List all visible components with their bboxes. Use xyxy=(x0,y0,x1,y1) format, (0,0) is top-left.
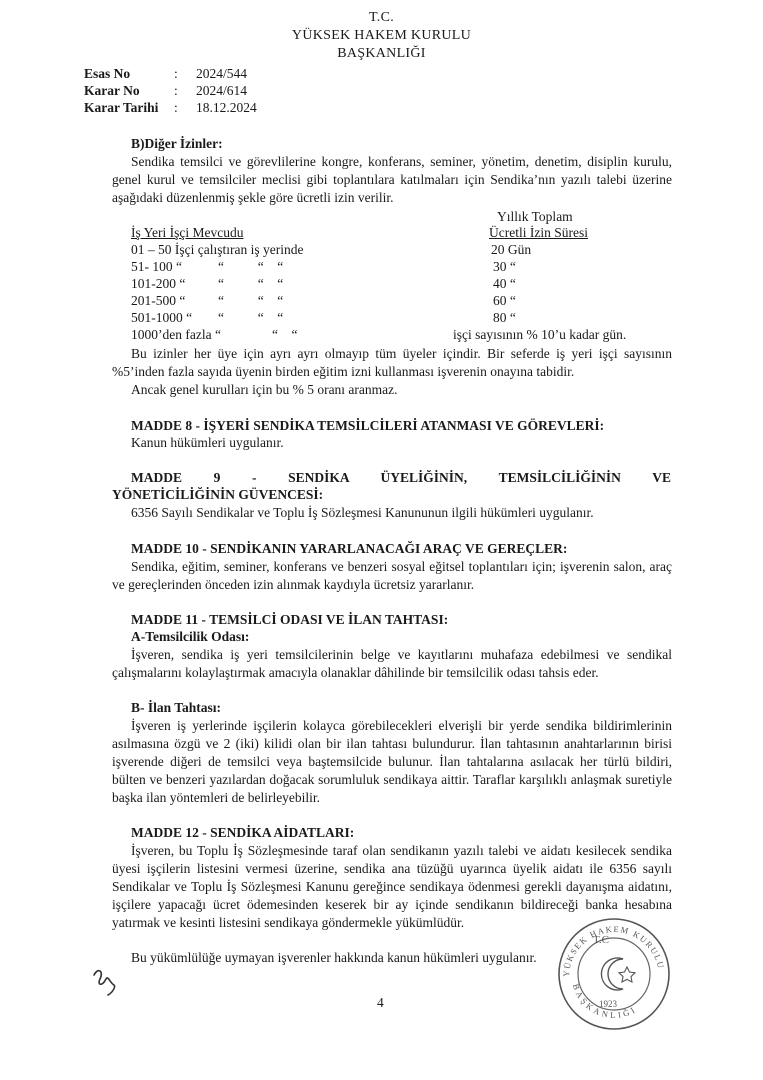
article-12-closing: Bu yükümlülüğe uymayan işverenler hakkında kanun hükümleri uygulanır. xyxy=(131,950,537,965)
article-12-title: MADDE 12 - SENDİKA AİDATLARI: xyxy=(131,825,355,840)
table-row-ditto: “ “ “ xyxy=(218,276,284,291)
table-row-range: 101-200 “ xyxy=(131,276,186,291)
article-8-text: Kanun hükümleri uygulanır. xyxy=(131,435,284,450)
header-institution: YÜKSEK HAKEM KURULU xyxy=(291,28,472,43)
meta-karar-tarihi xyxy=(84,100,257,116)
table-row-range: 51- 100 “ xyxy=(131,259,182,274)
table-row-days: 20 Gün xyxy=(491,242,532,257)
article-9-text: 6356 Sayılı Sendikalar ve Toplu İş Sözleşmesi Kanununun ilgili hükümleri uygulanır. xyxy=(131,505,594,520)
table-row-range: 1000’den fazla “ xyxy=(131,327,221,342)
text-line: yükümlüdür. xyxy=(395,915,465,930)
table-row-days: 30 “ xyxy=(493,259,516,274)
table-row-ditto: “ “ “ xyxy=(218,293,284,308)
article-11-title: MADDE 11 - TEMSİLCİ ODASI VE İLAN TAHTASI: xyxy=(131,612,449,627)
meta-separator: : xyxy=(174,83,178,98)
meta-value: 18.12.2024 xyxy=(196,100,257,115)
table-row-ditto: “ “ “ xyxy=(218,310,284,325)
svg-text:YÜKSEK HAKEM KURULU: YÜKSEK HAKEM KURULU xyxy=(560,923,667,978)
table-row-ditto: “ “ “ xyxy=(218,259,284,274)
meta-esas-no xyxy=(84,66,247,82)
meta-separator: : xyxy=(174,100,178,115)
text-line: sendikanın bildireceği banka hesabına yatırmak ve kesinti listesini sendikaya göndermekle xyxy=(112,897,673,930)
text-line: Sendika temsilci ve görevlilerine kongre, konferans, seminer, yönetim, denetim, disiplin xyxy=(131,154,628,169)
text-line: gerekli dayanışma aidatını, işçilere yapacağı ücret ödemesinden keserek bir ay içinde xyxy=(112,879,673,912)
section-b-paragraph-2 xyxy=(112,345,672,381)
text-line: anahtarlarının birisi işverende diğeri de temsilci veya baştemsilcide bulunur. İlan tahtalarına xyxy=(112,736,673,769)
text-line: aidatı ile 6356 sayılı Sendikalar ve Toplu İş Sözleşmesi Kanunu gereğince sendikaya ödenmesi xyxy=(112,861,673,894)
table-row-days: işçi sayısının % 10’u kadar gün. xyxy=(453,327,627,342)
text-line: Taraflar karşılıklı anlaşmak suretiyle başka ilan yöntemleri de belirleyebilir. xyxy=(112,772,672,805)
meta-separator: : xyxy=(174,66,178,81)
page-number: 4 xyxy=(377,995,384,1010)
official-seal xyxy=(555,915,673,1033)
text-line: İşveren iş yerlerinde işçilerin kolayca görebilecekleri elverişli bir yerde sendika xyxy=(131,718,587,733)
svg-text:BAŞKANLIĞI: BAŞKANLIĞI xyxy=(570,982,639,1020)
text-line: kesilecek sendika üyesi işçilerin listesini vermesi üzerine, sendika ana tüzüğü uyarınca üyelik xyxy=(112,843,673,876)
table-header-right-2: Ücretli İzin Süresi xyxy=(489,225,588,240)
meta-value: 2024/544 xyxy=(196,66,248,81)
meta-label: Karar No xyxy=(84,83,140,98)
table-row-days: 80 “ xyxy=(493,310,516,325)
article-11-b-text xyxy=(112,717,672,807)
text-line: İşveren, sendika iş yeri temsilcilerinin belge ve kayıtlarını muhafaza edebilmesi ve xyxy=(131,647,620,662)
article-8-title: MADDE 8 - İŞYERİ SENDİKA TEMSİLCİLERİ ATANMASI VE GÖREVLERİ: xyxy=(131,418,605,433)
text-line: eder. xyxy=(572,665,599,680)
article-10-text xyxy=(112,558,672,594)
table-header-left: İş Yeri İşçi Mevcudu xyxy=(131,225,244,240)
text-line: talebi üzerine aşağıdaki düzenlenmiş şekle göre ücretli izin verilir. xyxy=(112,172,672,205)
meta-karar-no xyxy=(84,83,247,99)
table-header-right-1: Yıllık Toplam xyxy=(497,209,573,224)
svg-text:1923: 1923 xyxy=(599,999,617,1009)
text-line: salon, araç ve gereçlerinden önceden izin alınmak kaydıyla ücretsiz yararlanır. xyxy=(112,559,673,592)
article-11-a-text xyxy=(112,646,672,682)
article-9-title-line-2: YÖNETİCİLİĞİNİN GÜVENCESİ: xyxy=(112,487,324,502)
text-line: kurulu, genel kurul ve temsilciler meclisi gibi toplantılara katılmaları için Sendika’nın yazılı xyxy=(112,154,672,187)
table-row-range: 501-1000 “ xyxy=(131,310,193,325)
section-b-paragraph-3: Ancak genel kurulları için bu % 5 oranı aranmaz. xyxy=(131,382,398,397)
header-tc: T.C. xyxy=(368,10,395,25)
table-row-days: 40 “ xyxy=(493,276,516,291)
section-b-title: B)Diğer İzinler: xyxy=(131,136,223,151)
svg-text:T.C: T.C xyxy=(593,934,609,946)
table-row-range: 201-500 “ xyxy=(131,293,186,308)
text-line: Sendika, eğitim, seminer, konferans ve benzeri sosyal eğitsel toplantıları için; işverenin xyxy=(131,559,610,574)
text-line: Bu izinler her üye için ayrı ayrı olmayıp tüm üyeler içindir. Bir seferde iş yeri işçi xyxy=(131,346,618,361)
text-line: asılacak her türlü bildiri, bülten ve benzeri yazılardan doğacak sorumluluk sendikaya aittir. xyxy=(112,754,672,787)
article-11-b-title: B- İlan Tahtası: xyxy=(131,700,222,715)
meta-label: Karar Tarihi xyxy=(84,100,159,115)
text-line: sendikal çalışmalarını kolaylaştırmak amacıyla olanaklar dâhilinde bir temsilcilik odası tahsis xyxy=(112,647,673,680)
article-11-a-title: A-Temsilcilik Odası: xyxy=(131,629,250,644)
table-row-days: 60 “ xyxy=(493,293,516,308)
header-presidency: BAŞKANLIĞI xyxy=(337,46,426,61)
table-row-ditto: “ “ xyxy=(272,327,298,342)
text-line: İşveren, bu Toplu İş Sözleşmesinde taraf olan sendikanın yazılı talebi ve aidatı xyxy=(131,843,571,858)
article-10-title: MADDE 10 - SENDİKANIN YARARLANACAĞI ARAÇ VE GEREÇLER: xyxy=(131,541,568,556)
table-row-range: 01 – 50 İşçi çalıştıran iş yerinde xyxy=(131,242,304,257)
meta-value: 2024/614 xyxy=(196,83,248,98)
article-9-title-line-1: MADDE 9 - SENDİKA ÜYELİĞİNİN, TEMSİLCİLİĞİNİN VE xyxy=(131,470,671,485)
text-line: sayısının %5’inden fazla sayıda üyenin birden eğitim izni kullanması işverenin onayına tabidir. xyxy=(112,346,672,379)
meta-label: Esas No xyxy=(84,66,131,81)
signature-mark xyxy=(88,965,122,999)
section-b-paragraph xyxy=(112,153,672,207)
text-line: bildirimlerinin asılmasına özgü ve 2 (iki) kilidi olan bir ilan tahtası bulundurur. İlan tahtasının xyxy=(112,718,673,751)
